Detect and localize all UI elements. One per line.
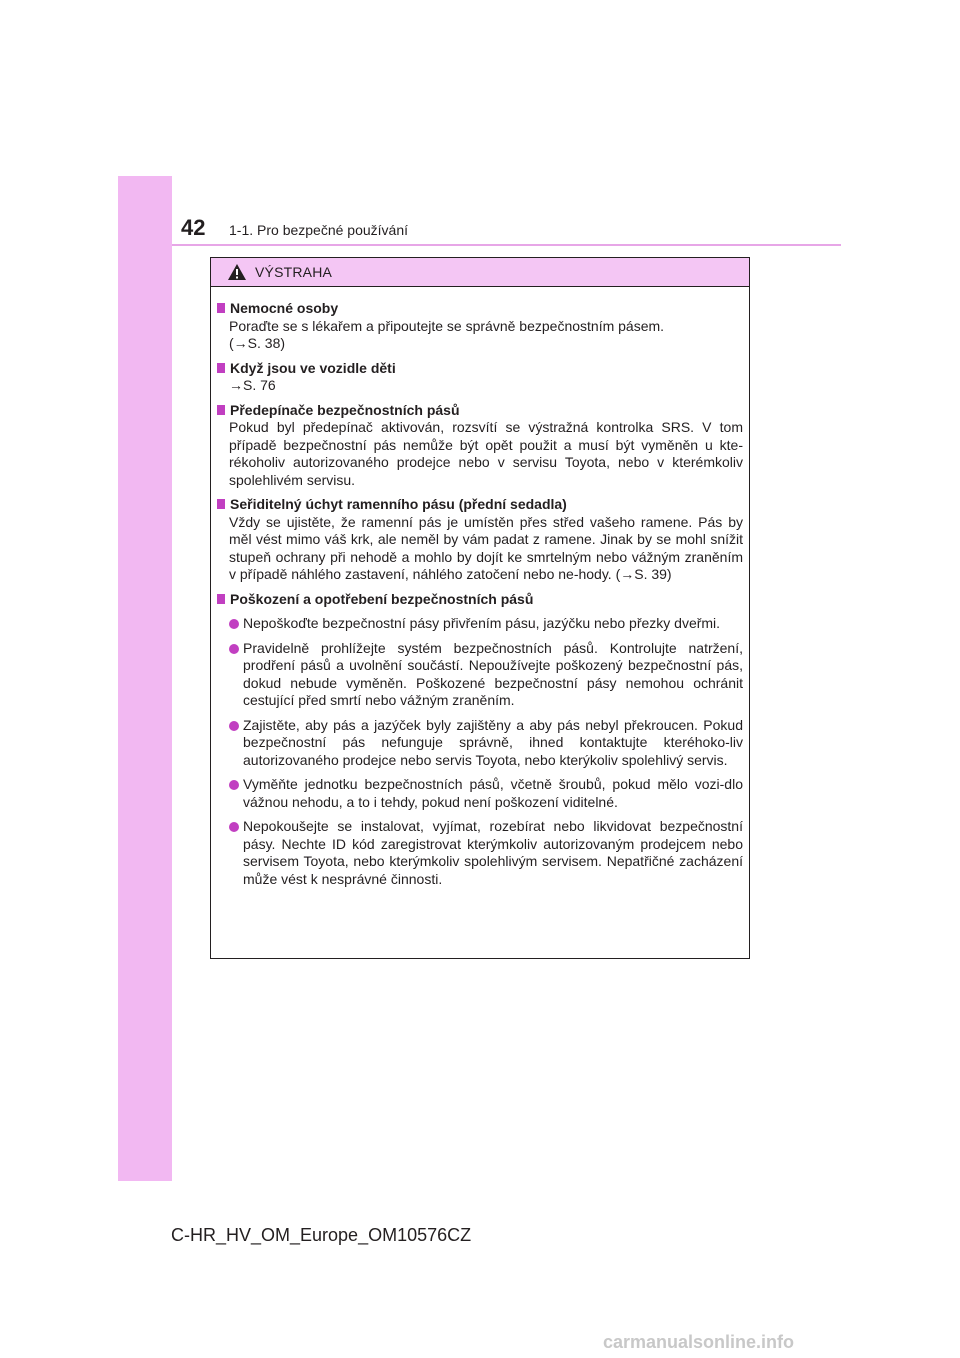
side-band — [118, 176, 172, 1181]
list-item-text: Pravidelně prohlížejte systém bezpečnostních pásů. Kontrolujte natržení, prodření pásů a uvolnění součástí. Nepoužívejte poškozený bezpečnostní pás, dokud nebude vyměněn. Poškozené bezpečnostní pásy nemohou ochránit cestující před smrtí nebo vážným zraněním. — [243, 639, 743, 708]
list-item — [229, 615, 743, 633]
section-heading-text: Nemocné osoby — [230, 300, 339, 316]
list-item-text: Vyměňte jednotku bezpečnostních pásů, včetně šroubů, pokud mělo vozi-dlo vážnou nehodu, a to i tehdy, pokud není poškození viditelné. — [243, 776, 743, 810]
round-bullet-icon — [229, 644, 239, 654]
section-heading — [217, 402, 743, 420]
square-bullet-icon — [217, 363, 225, 373]
section-heading — [217, 360, 743, 378]
list-item — [229, 640, 743, 710]
round-bullet-icon — [229, 780, 239, 790]
header-rule — [172, 244, 841, 246]
square-bullet-icon — [217, 594, 225, 604]
warning-triangle-icon — [227, 263, 247, 281]
square-bullet-icon — [217, 303, 225, 313]
document-code: C-HR_HV_OM_Europe_OM10576CZ — [171, 1225, 472, 1245]
warning-section-pretensioners — [217, 402, 743, 490]
section-heading — [217, 591, 743, 609]
section-title: 1-1. Pro bezpečné používání — [229, 222, 409, 238]
list-item-text: Nepokoušejte se instalovat, vyjímat, rozebírat nebo likvidovat bezpečnostní pásy. Nechte ID kód zaregistrovat kterýmkoliv autorizovaným prodejcem nebo servisem Toyota, nebo kterýmkoliv spolehlivým servisem. Nepatřičné zacházení může vést k nesprávné činnosti. — [243, 818, 743, 887]
page-reference: →S. 76 — [229, 377, 276, 393]
warning-section-shoulder-anchor — [217, 496, 743, 584]
list-item — [229, 776, 743, 811]
warning-section-ill-persons — [217, 300, 743, 353]
warning-box — [210, 257, 750, 959]
warning-title: VÝSTRAHA — [255, 264, 333, 280]
paragraph: Vždy se ujistěte, že ramenní pás je umístěn přes střed vašeho ramene. Pás by měl vést mimo váš krk, ale neměl by vám padat z ramene. Jinak by se mohl snížit stupeň ochrany při nehodě a mohlo by dojít ke smrtelným nebo vážným zraněním v případě náhlého zastavení, náhlého zatočení nebo ne-hody. (→S. 39) — [229, 513, 743, 582]
round-bullet-icon — [229, 619, 239, 629]
section-heading-text: Seřiditelný úchyt ramenního pásu (přední sedadla) — [230, 496, 567, 512]
watermark[interactable]: carmanualsonline.info — [603, 1332, 795, 1352]
square-bullet-icon — [217, 405, 225, 415]
square-bullet-icon — [217, 499, 225, 509]
list-item — [229, 717, 743, 770]
paragraph: Pokud byl předepínač aktivován, rozsvítí se výstražná kontrolka SRS. V tom případě bezpečnostní pás nemůže být opět použit a musí být vyměněn u kte-rékoholiv autorizovaného prodejce nebo v servisu Toyota, nebo v kterémkoliv spolehlivém servisu. — [229, 419, 743, 488]
list-item — [229, 818, 743, 888]
round-bullet-icon — [229, 721, 239, 731]
section-heading — [217, 300, 743, 318]
page-reference: (→S. 38) — [229, 335, 286, 351]
warning-section-damage-wear — [217, 591, 743, 889]
section-heading-text: Když jsou ve vozidle děti — [230, 359, 396, 376]
warning-body — [211, 287, 749, 888]
list-item-text: Nepoškoďte bezpečnostní pásy přivřením pásu, jazýčku nebo přezky dveřmi. — [243, 615, 721, 631]
section-heading-text: Poškození a opotřebení bezpečnostních pásů — [230, 590, 534, 607]
paragraph: Poraďte se s lékařem a připoutejte se správně bezpečnostním pásem. — [229, 317, 665, 334]
warning-section-children — [217, 360, 743, 395]
warning-header — [211, 258, 749, 287]
list-item-text: Zajistěte, aby pás a jazýček byly zajištěny a aby pás nebyl překroucen. Pokud bezpečnostní pás nefunguje správně, ihned kontaktujte kteréhoko-liv autorizovaného prodejce nebo servis Toyota, nebo kterýkoliv spolehlivý servis. — [243, 716, 743, 768]
section-heading — [217, 496, 743, 514]
section-heading-text: Předepínače bezpečnostních pásů — [230, 401, 460, 418]
page-number: 42 — [181, 215, 206, 240]
round-bullet-icon — [229, 822, 239, 832]
